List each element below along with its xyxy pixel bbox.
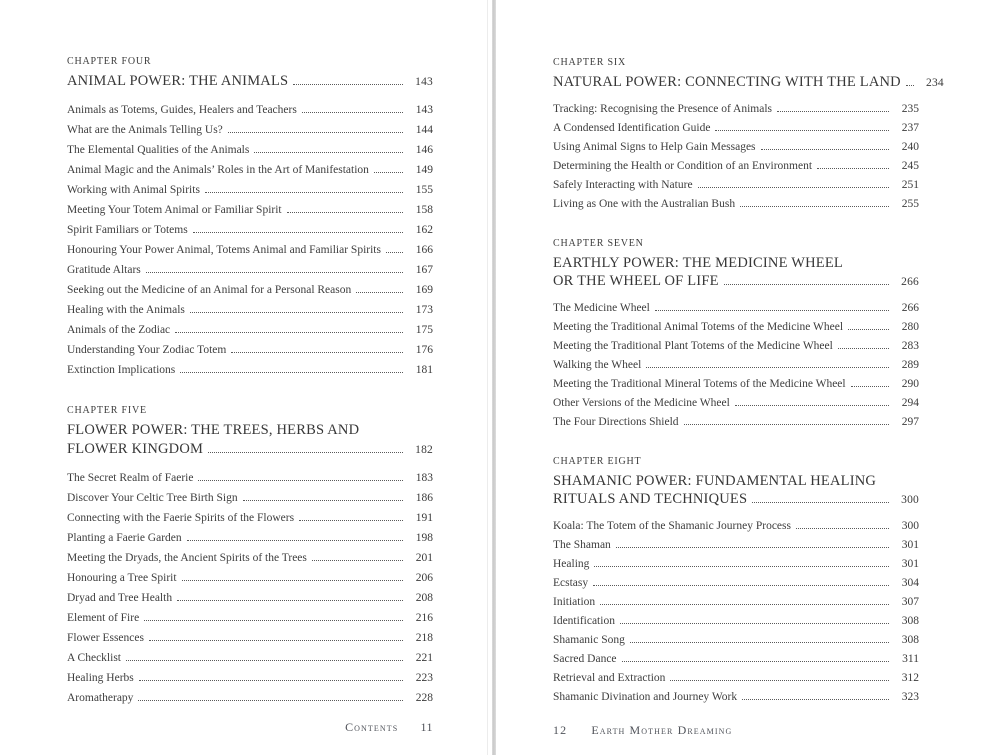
dot-leader — [593, 581, 889, 586]
left-page-footer — [67, 720, 433, 735]
toc-entry — [67, 280, 433, 300]
chapter-page-number: 182 — [415, 444, 433, 456]
chapter-entries — [553, 517, 919, 707]
chapter-title-line — [67, 421, 433, 440]
toc-entry — [67, 608, 433, 628]
toc-entry-page-number: 307 — [901, 596, 919, 608]
chapter-page-number: 300 — [901, 494, 919, 506]
toc-entry — [553, 688, 919, 707]
toc-entry-label: Tracking: Recognising the Presence of Animals — [553, 103, 772, 115]
toc-entry — [553, 536, 919, 555]
toc-entry-page-number: 191 — [415, 512, 433, 524]
chapter-title — [553, 73, 944, 92]
toc-entry-page-number: 149 — [415, 164, 433, 176]
toc-entry-page-number: 216 — [415, 612, 433, 624]
dot-leader — [208, 448, 403, 453]
dot-leader — [177, 596, 403, 601]
chapter-title-text: SHAMANIC POWER: FUNDAMENTAL HEALING — [553, 473, 877, 489]
chapter-title-line — [553, 472, 919, 490]
toc-entry-page-number: 143 — [415, 104, 433, 116]
toc-entry-label: Working with Animal Spirits — [67, 184, 200, 196]
toc-entry-label: A Checklist — [67, 652, 121, 664]
dot-leader — [299, 516, 403, 521]
toc-entry-page-number: 240 — [901, 141, 919, 153]
toc-entry — [67, 240, 433, 260]
toc-entry-label: Initiation — [553, 596, 596, 608]
dot-leader — [254, 148, 403, 153]
toc-entry — [553, 574, 919, 593]
dot-leader — [851, 382, 889, 387]
right-page-footer — [553, 723, 732, 738]
toc-entry-label: Seeking out the Medicine of an Animal for a Personal Reason — [67, 284, 352, 296]
toc-entry — [67, 120, 433, 140]
toc-entry-label: Gratitude Altars — [67, 264, 141, 276]
toc-entry-page-number: 245 — [901, 160, 919, 172]
chapter-title-line — [553, 73, 944, 92]
toc-entry — [553, 176, 919, 195]
dot-leader — [740, 202, 889, 207]
toc-entry-label: Connecting with the Faerie Spirits of the Flowers — [67, 512, 295, 524]
toc-entry-page-number: 297 — [901, 416, 919, 428]
toc-entry-page-number: 304 — [901, 577, 919, 589]
toc-entry-page-number: 173 — [415, 304, 433, 316]
toc-entry-label: Koala: The Totem of the Shamanic Journey Process — [553, 520, 791, 532]
toc-entry-label: Spirit Familiars or Totems — [67, 224, 188, 236]
toc-entry-label: Flower Essences — [67, 632, 144, 644]
toc-entry — [553, 669, 919, 688]
dot-leader — [906, 81, 914, 86]
toc-entry-label: Sacred Dance — [553, 653, 617, 665]
toc-entry-label: Healing — [553, 558, 590, 570]
page-divider-line — [492, 0, 496, 755]
contents-footer-label: Contents — [345, 720, 399, 734]
toc-entry — [67, 160, 433, 180]
toc-page-left — [67, 56, 433, 708]
dot-leader — [190, 308, 403, 313]
toc-entry-page-number: 155 — [415, 184, 433, 196]
toc-entry — [67, 140, 433, 160]
toc-entry-label: Meeting the Traditional Plant Totems of the Medicine Wheel — [553, 340, 833, 352]
toc-entry-page-number: 301 — [901, 539, 919, 551]
dot-leader — [724, 280, 889, 285]
toc-entry — [553, 375, 919, 394]
toc-entry-page-number: 221 — [415, 652, 433, 664]
dot-leader — [149, 636, 403, 641]
toc-entry — [553, 555, 919, 574]
chapter-label: CHAPTER SIX — [553, 57, 626, 68]
chapter-title-text: NATURAL POWER: CONNECTING WITH THE LAND — [553, 74, 901, 90]
toc-entry-label: Walking the Wheel — [553, 359, 642, 371]
toc-entry-page-number: 198 — [415, 532, 433, 544]
toc-entry-page-number: 176 — [415, 344, 433, 356]
dot-leader — [655, 306, 889, 311]
toc-entry-page-number: 175 — [415, 324, 433, 336]
toc-entry-label: The Elemental Qualities of the Animals — [67, 144, 250, 156]
dot-leader — [777, 107, 889, 112]
toc-chapter-section — [553, 238, 919, 432]
toc-entry-page-number: 290 — [901, 378, 919, 390]
dot-leader — [761, 145, 889, 150]
dot-leader — [622, 657, 889, 662]
toc-entry-label: Meeting the Traditional Mineral Totems of the Medicine Wheel — [553, 378, 846, 390]
dot-leader — [228, 128, 403, 133]
toc-entry — [553, 650, 919, 669]
book-title-footer-label: Earth Mother Dreaming — [591, 723, 733, 737]
toc-entry-label: Element of Fire — [67, 612, 140, 624]
toc-chapter-section — [67, 56, 433, 380]
page-gutter-shadow — [487, 0, 488, 755]
chapter-label: CHAPTER FOUR — [67, 56, 152, 67]
toc-entry — [67, 688, 433, 708]
chapter-title-text: EARTHLY POWER: THE MEDICINE WHEEL — [553, 255, 843, 271]
toc-entry-label: The Medicine Wheel — [553, 302, 650, 314]
dot-leader — [817, 164, 889, 169]
dot-leader — [312, 556, 403, 561]
toc-entry-page-number: 169 — [415, 284, 433, 296]
dot-leader — [735, 401, 889, 406]
chapter-label: CHAPTER FIVE — [67, 405, 147, 416]
chapter-title-text: FLOWER POWER: THE TREES, HERBS AND — [67, 422, 360, 438]
toc-entry-page-number: 208 — [415, 592, 433, 604]
toc-chapter-section — [67, 405, 433, 708]
dot-leader — [139, 676, 403, 681]
dot-leader — [146, 268, 403, 273]
dot-leader — [386, 248, 403, 253]
toc-entry-label: A Condensed Identification Guide — [553, 122, 711, 134]
toc-entry — [553, 612, 919, 631]
toc-entry — [67, 548, 433, 568]
toc-entry — [553, 119, 919, 138]
dot-leader — [684, 420, 889, 425]
toc-entry-label: Living as One with the Australian Bush — [553, 198, 736, 210]
toc-entry — [67, 320, 433, 340]
toc-entry-page-number: 181 — [415, 364, 433, 376]
dot-leader — [231, 348, 403, 353]
chapter-title-text: FLOWER KINGDOM — [67, 441, 204, 457]
toc-entry-label: Healing with the Animals — [67, 304, 185, 316]
toc-entry-page-number: 323 — [901, 691, 919, 703]
chapter-title-line — [553, 254, 919, 272]
dot-leader — [374, 168, 403, 173]
toc-entry-page-number: 301 — [901, 558, 919, 570]
toc-entry — [67, 668, 433, 688]
toc-entry — [67, 180, 433, 200]
dot-leader — [187, 536, 403, 541]
toc-entry — [67, 200, 433, 220]
toc-entry-page-number: 300 — [901, 520, 919, 532]
toc-entry-page-number: 183 — [415, 472, 433, 484]
dot-leader — [670, 676, 889, 681]
toc-entry-label: Healing Herbs — [67, 672, 134, 684]
toc-entry-label: Shamanic Song — [553, 634, 625, 646]
dot-leader — [138, 696, 403, 701]
toc-entry — [67, 260, 433, 280]
dot-leader — [243, 496, 403, 501]
dot-leader — [594, 562, 889, 567]
chapter-title-line — [553, 490, 919, 509]
dot-leader — [715, 126, 889, 131]
toc-page-right — [553, 57, 944, 707]
toc-entry-label: Retrieval and Extraction — [553, 672, 666, 684]
toc-entry-page-number: 218 — [415, 632, 433, 644]
dot-leader — [175, 328, 403, 333]
dot-leader — [302, 108, 403, 113]
toc-entry-page-number: 186 — [415, 492, 433, 504]
chapter-title — [553, 472, 919, 509]
toc-entry-page-number: 158 — [415, 204, 433, 216]
toc-entry — [67, 300, 433, 320]
toc-entry-label: The Four Directions Shield — [553, 416, 679, 428]
toc-chapter-section — [553, 456, 919, 707]
chapter-title-text: RITUALS AND TECHNIQUES — [553, 491, 748, 507]
toc-entry-page-number: 280 — [901, 321, 919, 333]
dot-leader — [616, 543, 889, 548]
toc-entry — [67, 340, 433, 360]
toc-entry-label: Safely Interacting with Nature — [553, 179, 693, 191]
dot-leader — [742, 695, 889, 700]
toc-entry — [553, 299, 919, 318]
toc-entry — [553, 157, 919, 176]
dot-leader — [796, 524, 889, 529]
chapter-title-line — [67, 72, 433, 92]
dot-leader — [182, 576, 403, 581]
toc-entry-label: Meeting Your Totem Animal or Familiar Spirit — [67, 204, 282, 216]
toc-entry-label: Determining the Health or Condition of an Environment — [553, 160, 813, 172]
toc-entry-page-number: 201 — [415, 552, 433, 564]
toc-entry-page-number: 266 — [901, 302, 919, 314]
toc-entry-page-number: 206 — [415, 572, 433, 584]
toc-entry-label: Animal Magic and the Animals’ Roles in the Art of Manifestation — [67, 164, 369, 176]
chapter-entries — [553, 100, 919, 214]
chapter-entries — [67, 468, 433, 708]
dot-leader — [752, 498, 889, 503]
right-page-number: 12 — [553, 723, 568, 737]
toc-entry-page-number: 311 — [902, 653, 919, 665]
dot-leader — [630, 638, 889, 643]
chapter-title-text: ANIMAL POWER: THE ANIMALS — [67, 73, 289, 89]
toc-entry-label: Dryad and Tree Health — [67, 592, 173, 604]
toc-entry — [67, 508, 433, 528]
dot-leader — [620, 619, 889, 624]
toc-entry-page-number: 312 — [901, 672, 919, 684]
toc-entry — [553, 138, 919, 157]
dot-leader — [646, 363, 889, 368]
dot-leader — [180, 368, 403, 373]
toc-entry-label: Ecstasy — [553, 577, 589, 589]
toc-entry — [553, 337, 919, 356]
toc-entry-page-number: 162 — [415, 224, 433, 236]
dot-leader — [698, 183, 889, 188]
toc-entry-page-number: 166 — [415, 244, 433, 256]
chapter-entries — [553, 299, 919, 432]
toc-entry — [67, 360, 433, 380]
toc-entry-label: Aromatherapy — [67, 692, 134, 704]
dot-leader — [848, 325, 889, 330]
toc-entry — [67, 100, 433, 120]
toc-entry-page-number: 289 — [901, 359, 919, 371]
chapter-title-line — [67, 440, 433, 460]
toc-entry — [67, 468, 433, 488]
toc-entry-label: What are the Animals Telling Us? — [67, 124, 223, 136]
toc-entry — [553, 394, 919, 413]
toc-entry-label: Animals of the Zodiac — [67, 324, 171, 336]
toc-entry-page-number: 294 — [901, 397, 919, 409]
toc-entry-label: Meeting the Dryads, the Ancient Spirits of the Trees — [67, 552, 307, 564]
toc-entry — [67, 220, 433, 240]
toc-entry-label: Honouring Your Power Animal, Totems Animal and Familiar Spirits — [67, 244, 381, 256]
toc-entry-page-number: 308 — [901, 615, 919, 627]
toc-entry-label: Identification — [553, 615, 615, 627]
toc-entry-page-number: 223 — [415, 672, 433, 684]
dot-leader — [356, 288, 403, 293]
toc-entry-label: Meeting the Traditional Animal Totems of the Medicine Wheel — [553, 321, 844, 333]
toc-entry — [67, 488, 433, 508]
toc-entry — [67, 568, 433, 588]
toc-entry — [553, 195, 919, 214]
chapter-page-number: 266 — [901, 276, 919, 288]
toc-entry — [553, 593, 919, 612]
left-page-number: 11 — [420, 720, 433, 734]
chapter-label: CHAPTER SEVEN — [553, 238, 644, 249]
toc-chapter-section — [553, 57, 944, 214]
chapter-page-number: 143 — [415, 76, 433, 88]
chapter-page-number: 234 — [926, 77, 944, 89]
toc-entry — [553, 318, 919, 337]
toc-entry-label: Extinction Implications — [67, 364, 176, 376]
toc-entry-page-number: 308 — [901, 634, 919, 646]
toc-entry-page-number: 235 — [901, 103, 919, 115]
chapter-title-text: OR THE WHEEL OF LIFE — [553, 273, 719, 289]
toc-entry — [553, 631, 919, 650]
toc-entry-label: Discover Your Celtic Tree Birth Sign — [67, 492, 238, 504]
dot-leader — [287, 208, 403, 213]
toc-entry — [67, 588, 433, 608]
toc-entry — [553, 100, 919, 119]
toc-entry-label: Animals as Totems, Guides, Healers and Teachers — [67, 104, 297, 116]
toc-entry — [67, 628, 433, 648]
toc-entry-page-number: 228 — [415, 692, 433, 704]
toc-entry-label: The Shaman — [553, 539, 611, 551]
toc-entry-label: Understanding Your Zodiac Totem — [67, 344, 227, 356]
dot-leader — [293, 80, 403, 85]
dot-leader — [198, 476, 403, 481]
toc-entry-label: Shamanic Divination and Journey Work — [553, 691, 738, 703]
chapter-title — [67, 421, 433, 460]
dot-leader — [144, 616, 403, 621]
chapter-title-line — [553, 272, 919, 291]
toc-entry-page-number: 251 — [901, 179, 919, 191]
toc-entry — [553, 356, 919, 375]
toc-entry-page-number: 144 — [415, 124, 433, 136]
dot-leader — [600, 600, 889, 605]
toc-entry-page-number: 237 — [901, 122, 919, 134]
chapter-label: CHAPTER EIGHT — [553, 456, 642, 467]
toc-entry-label: Honouring a Tree Spirit — [67, 572, 177, 584]
toc-entry — [67, 648, 433, 668]
toc-entry-label: Planting a Faerie Garden — [67, 532, 182, 544]
toc-entry-page-number: 167 — [415, 264, 433, 276]
toc-entry — [67, 528, 433, 548]
dot-leader — [205, 188, 403, 193]
dot-leader — [126, 656, 403, 661]
toc-entry-page-number: 146 — [415, 144, 433, 156]
chapter-title — [553, 254, 919, 291]
toc-entry-label: Using Animal Signs to Help Gain Messages — [553, 141, 756, 153]
chapter-entries — [67, 100, 433, 380]
toc-entry — [553, 517, 919, 536]
dot-leader — [193, 228, 403, 233]
toc-entry-label: The Secret Realm of Faerie — [67, 472, 194, 484]
toc-entry-label: Other Versions of the Medicine Wheel — [553, 397, 730, 409]
chapter-title — [67, 72, 433, 92]
toc-entry-page-number: 283 — [901, 340, 919, 352]
toc-entry — [553, 413, 919, 432]
toc-entry-page-number: 255 — [901, 198, 919, 210]
dot-leader — [838, 344, 889, 349]
